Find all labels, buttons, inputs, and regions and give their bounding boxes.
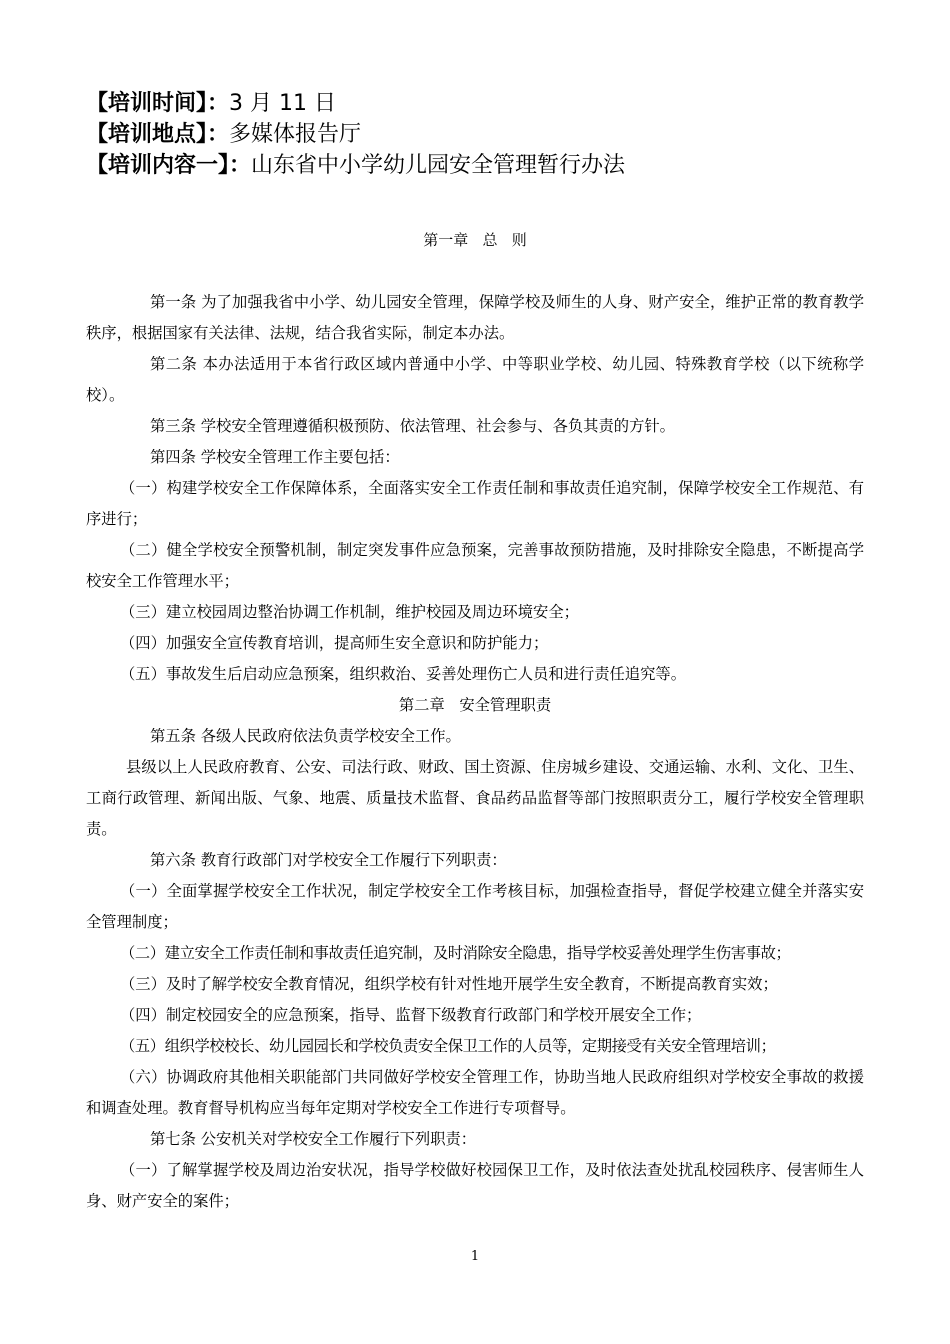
article-6-item-4: （四）制定校园安全的应急预案，指导、监督下级教育行政部门和学校开展安全工作； [120,1006,702,1024]
training-time-value: 3 月 11 日 [229,91,336,116]
training-place-line [86,119,886,150]
article-6-item-2: （二）建立安全工作责任制和事故责任追究制，及时消除安全隐患，指导学校妥善处理学生伤害事故； [120,944,791,962]
article-3: 第三条 学校安全管理遵循积极预防、依法管理、社会参与、各负其责的方针。 [150,417,675,435]
article-7: 第七条 公安机关对学校安全工作履行下列职责： [150,1130,477,1148]
article-4: 第四条 学校安全管理工作主要包括： [150,448,400,466]
training-place-label: 【培训地点】： [86,122,230,147]
article-6-item-5: （五）组织学校校长、幼儿园园长和学校负责安全保卫工作的人员等，定期接受有关安全管理培训； [120,1037,776,1055]
article-1: 第一条 为了加强我省中小学、幼儿园安全管理，保障学校及师生的人身、财产安全，维护正常的教育教学秩序，根据国家有关法律、法规，结合我省实际，制定本办法。 [86,293,864,342]
article-4-item-2: （二）健全学校安全预警机制，制定突发事件应急预案，完善事故预防措施，及时排除安全隐患，不断提高学校安全工作管理水平； [86,541,864,590]
article-4-item-4: （四）加强安全宣传教育培训，提高师生安全意识和防护能力； [120,634,549,652]
chapter-1-heading: 第一章 总 则 [423,231,527,249]
article-5-paragraph-2: 县级以上人民政府教育、公安、司法行政、财政、国土资源、住房城乡建设、交通运输、水利、文化、卫生、工商行政管理、新闻出版、气象、地震、质量技术监督、食品药品监督等部门按照职责分工，履行学校安全管理职责。 [86,758,864,838]
article-4-item-3: （三）建立校园周边整治协调工作机制，维护校园及周边环境安全； [120,603,579,621]
article-5: 第五条 各级人民政府依法负责学校安全工作。 [150,727,461,745]
article-6-item-1: （一）全面掌握学校安全工作状况，制定学校安全工作考核目标，加强检查指导，督促学校建立健全并落实安全管理制度； [86,882,864,931]
article-6: 第六条 教育行政部门对学校安全工作履行下列职责： [150,851,507,869]
training-content-line [86,150,886,181]
training-content-label: 【培训内容一】： [86,153,252,178]
article-4-item-5: （五）事故发生后启动应急预案，组织救治、妥善处理伤亡人员和进行责任追究等。 [120,665,686,683]
article-7-item-1: （一）了解掌握学校及周边治安状况，指导学校做好校园保卫工作，及时依法查处扰乱校园秩序、侵害师生人身、财产安全的案件； [86,1161,864,1210]
training-time-label: 【培训时间】： [86,91,230,116]
article-4-item-1: （一）构建学校安全工作保障体系，全面落实安全工作责任制和事故责任追究制，保障学校安全工作规范、有序进行； [86,479,864,528]
article-6-item-3: （三）及时了解学校安全教育情况，组织学校有针对性地开展学生安全教育，不断提高教育实效； [120,975,778,993]
article-2: 第二条 本办法适用于本省行政区域内普通中小学、中等职业学校、幼儿园、特殊教育学校（以下统称学校）。 [86,355,864,404]
training-info-header [86,88,886,181]
document-body [86,287,864,1217]
article-6-item-6: （六）协调政府其他相关职能部门共同做好学校安全管理工作，协助当地人民政府组织对学校安全事故的救援和调查处理。教育督导机构应当每年定期对学校安全工作进行专项督导。 [86,1068,864,1117]
training-time-line [86,88,886,119]
page-number: 1 [470,1249,480,1264]
training-place-value: 多媒体报告厅 [229,122,362,147]
chapter-2-heading: 第二章 安全管理职责 [398,696,552,714]
training-content-value: 山东省中小学幼儿园安全管理暂行办法 [251,153,626,178]
